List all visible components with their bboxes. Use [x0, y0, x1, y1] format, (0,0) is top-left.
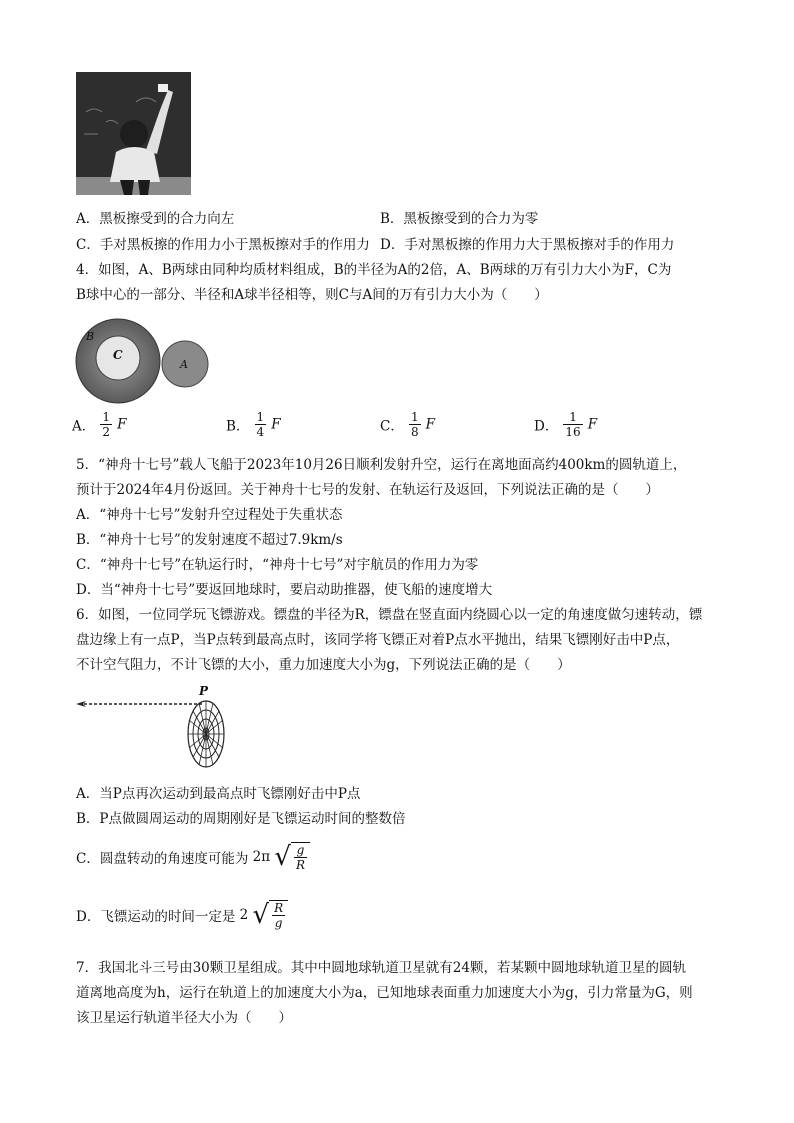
- blackboard-photo: [76, 72, 191, 195]
- q4-option-a[interactable]: A． $\frac{1}{2}$ F: [72, 410, 127, 439]
- q5-stem-line-1: 5．“神舟十七号”载人飞船于2023年10月26日顺利发射升空，运行在离地面高约400km的圆轨道上，: [76, 457, 687, 473]
- q6-option-d[interactable]: D．飞镖运动的时间一定是 2 √ $\frac{R}{g}$: [76, 900, 288, 930]
- q3-option-c[interactable]: C．手对黑板擦的作用力小于黑板擦对手的作用力: [76, 237, 370, 253]
- label-b: B: [86, 330, 95, 343]
- q5-option-b[interactable]: B．“神舟十七号”的发射速度不超过7.9km/s: [76, 532, 343, 548]
- q6-stem-line-3: 不计空气阻力，不计飞镖的大小，重力加速度大小为g，下列说法正确的是（ ）: [76, 657, 571, 673]
- q4-stem-line-1: 4．如图，A、B两球由同种均质材料组成，B的半径为A的2倍，A、B两球的万有引力大小为F，C为: [76, 262, 672, 278]
- q6-option-a[interactable]: A．当P点再次运动到最高点时飞镖刚好击中P点: [76, 786, 361, 802]
- label-p: P: [199, 684, 209, 698]
- q7-stem-line-3: 该卫星运行轨道半径大小为（ ）: [76, 1010, 292, 1026]
- sqrt-g-over-r: √ $\frac{g}{R}$: [274, 842, 310, 872]
- q5-option-a[interactable]: A．“神舟十七号”发射升空过程处于失重状态: [76, 507, 343, 523]
- q6-dartboard-figure: [72, 684, 242, 770]
- label-a: A: [180, 358, 188, 371]
- q4-spheres-figure: [72, 318, 212, 404]
- label-c: C: [113, 348, 123, 362]
- q5-option-d[interactable]: D．当“神舟十七号”要返回地球时，要启动助推器，使飞船的速度增大: [76, 582, 493, 598]
- q6-stem-line-1: 6．如图，一位同学玩飞镖游戏。镖盘的半径为R，镖盘在竖直面内绕圆心以一定的角速度做匀速转动，镖: [76, 607, 703, 623]
- q3-option-a[interactable]: A．黑板擦受到的合力向左: [76, 211, 235, 227]
- q4-stem-line-2: B球中心的一部分、半径和A球半径相等，则C与A间的万有引力大小为（ ）: [76, 287, 548, 303]
- q6-option-b[interactable]: B．P点做圆周运动的周期刚好是飞镖运动时间的整数倍: [76, 811, 406, 827]
- q3-option-d[interactable]: D．手对黑板擦的作用力大于黑板擦对手的作用力: [380, 237, 675, 253]
- q4-option-c[interactable]: C． $\frac{1}{8}$ F: [380, 410, 436, 439]
- q7-stem-line-1: 7．我国北斗三号由30颗卫星组成。其中中圆地球轨道卫星就有24颗，若某颗中圆地球轨道卫星的圆轨: [76, 960, 686, 976]
- sqrt-r-over-g: √ $\frac{R}{g}$: [253, 900, 289, 930]
- q4-option-b[interactable]: B． $\frac{1}{4}$ F: [226, 410, 281, 439]
- q6-option-c[interactable]: C．圆盘转动的角速度可能为 2π √ $\frac{g}{R}$: [76, 842, 310, 872]
- q5-stem-line-2: 预计于2024年4月份返回。关于神舟十七号的发射、在轨运行及返回，下列说法正确的是（ ）: [76, 482, 659, 498]
- q3-option-b[interactable]: B．黑板擦受到的合力为零: [380, 211, 539, 227]
- q4-option-d[interactable]: D． $\frac{1}{16}$ F: [534, 410, 598, 439]
- q6-stem-line-2: 盘边缘上有一点P，当P点转到最高点时，该同学将飞镖正对着P点水平抛出，结果飞镖刚好击中P点，: [76, 632, 680, 648]
- q7-stem-line-2: 道离地高度为h，运行在轨道上的加速度大小为a，已知地球表面重力加速度大小为g，引力常量为G，则: [76, 985, 693, 1001]
- q5-option-c[interactable]: C．“神舟十七号”在轨运行时，“神舟十七号”对宇航员的作用力为零: [76, 557, 479, 573]
